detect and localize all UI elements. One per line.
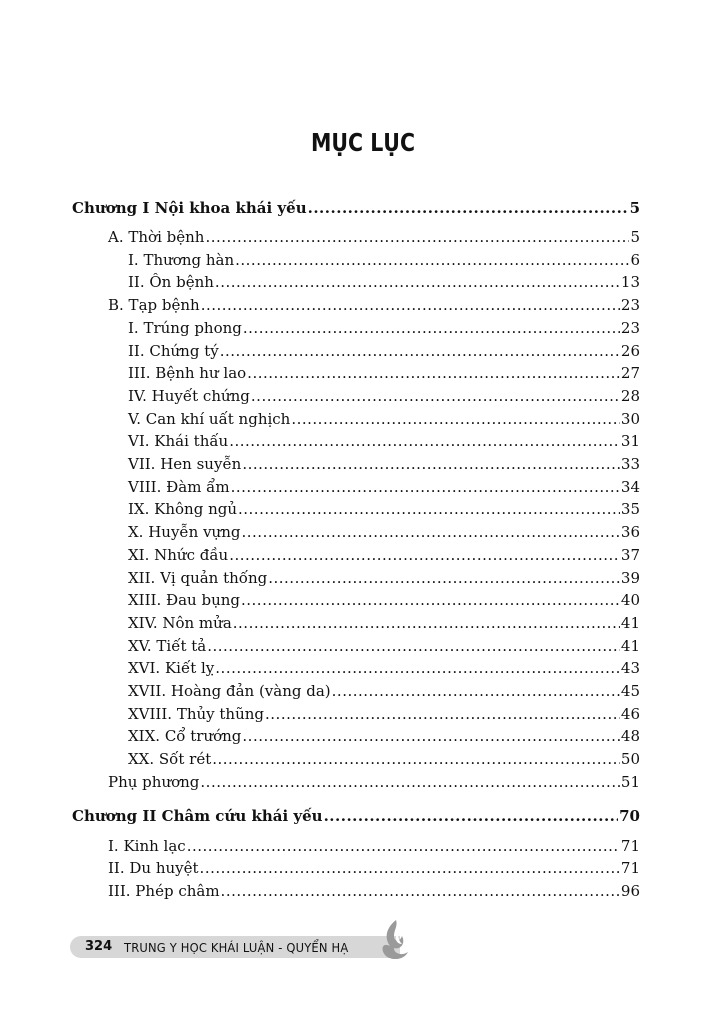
toc-row [108, 295, 640, 315]
footer-book-title: TRUNG Y HỌC KHÁI LUẬN - QUYỂN HẠ [124, 940, 349, 955]
toc-row [128, 545, 640, 565]
footer-page-number: 324 [85, 939, 113, 954]
toc-page-number: 41 [620, 637, 640, 655]
toc-entry-title: XI. Nhức đầu [128, 546, 229, 564]
toc-chapter-row [72, 806, 640, 826]
toc-leader-dots [215, 272, 620, 292]
toc-row [128, 522, 640, 542]
toc-leader-dots [247, 363, 620, 383]
toc-entry-title: VIII. Đàm ẩm [128, 478, 230, 496]
toc-entry-title: VI. Khái thấu [128, 432, 229, 450]
toc-leader-dots [242, 522, 620, 542]
toc-row [128, 431, 640, 451]
toc-entry-title: B. Tạp bệnh [108, 296, 200, 314]
toc-row [128, 704, 640, 724]
toc-row [128, 658, 640, 678]
toc-row [128, 386, 640, 406]
toc-entry-title: Chương II Châm cứu khái yếu [72, 807, 323, 825]
toc-leader-dots [201, 295, 620, 315]
toc-page-number: 31 [620, 432, 640, 450]
toc-leader-dots [187, 836, 620, 856]
toc-entry-title: A. Thời bệnh [108, 228, 205, 246]
toc-entry-title: II. Ôn bệnh [128, 273, 214, 291]
toc-leader-dots [200, 858, 620, 878]
toc-entry-title: XX. Sốt rét [128, 750, 212, 768]
toc-page-number: 36 [620, 523, 640, 541]
toc-entry-title: I. Kinh lạc [108, 837, 186, 855]
toc-leader-dots [238, 499, 620, 519]
toc-row [128, 681, 640, 701]
toc-page-number: 39 [620, 569, 640, 587]
toc-page-number: 50 [620, 750, 640, 768]
toc-leader-dots [205, 227, 629, 247]
toc-row [128, 477, 640, 497]
toc-leader-dots [268, 568, 620, 588]
toc-row [128, 749, 640, 769]
toc-row [128, 726, 640, 746]
toc-page-number: 33 [620, 455, 640, 473]
toc-leader-dots [243, 318, 620, 338]
toc-row [108, 836, 640, 856]
toc-entry-title: Chương I Nội khoa khái yếu [72, 199, 307, 217]
toc-leader-dots [308, 198, 629, 218]
toc-page-number: 46 [620, 705, 640, 723]
toc-entry-title: IV. Huyết chứng [128, 387, 250, 405]
toc-row [128, 636, 640, 656]
toc-page-number: 23 [620, 319, 640, 337]
toc-entry-title: XV. Tiết tả [128, 637, 207, 655]
toc-leader-dots [233, 613, 620, 633]
toc-page-number: 6 [630, 251, 640, 269]
toc-leader-dots [200, 772, 620, 792]
toc-page-number: 41 [620, 614, 640, 632]
toc-leader-dots [332, 681, 620, 701]
toc-row [128, 613, 640, 633]
toc-leader-dots [215, 658, 620, 678]
toc-page-number: 70 [619, 807, 640, 825]
toc-leader-dots [220, 341, 620, 361]
toc-page-number: 96 [620, 882, 640, 900]
toc-leader-dots [207, 636, 620, 656]
toc-entry-title: X. Huyễn vựng [128, 523, 241, 541]
toc-entry-title: VII. Hen suyễn [128, 455, 242, 473]
toc-entry-title: XIV. Nôn mửa [128, 614, 232, 632]
toc-entry-title: XIX. Cổ trướng [128, 727, 242, 745]
toc-leader-dots [231, 477, 620, 497]
toc-row [128, 250, 640, 270]
toc-page-number: 34 [620, 478, 640, 496]
toc-row [128, 341, 640, 361]
toc-row [108, 858, 640, 878]
flame-logo-icon [376, 918, 410, 962]
toc-entry-title: I. Trúng phong [128, 319, 242, 337]
toc-row [128, 409, 640, 429]
toc-row [128, 272, 640, 292]
toc-page-number: 40 [620, 591, 640, 609]
toc-row [128, 590, 640, 610]
toc-page-number: 5 [630, 228, 640, 246]
toc-page-number: 26 [620, 342, 640, 360]
toc-row [108, 227, 640, 247]
toc-entry-title: Phụ phương [108, 773, 200, 791]
toc-row [108, 772, 640, 792]
toc-leader-dots [324, 806, 619, 826]
toc-page-number: 43 [620, 659, 640, 677]
toc-entry-title: III. Phép châm [108, 882, 220, 900]
toc-page-number: 30 [620, 410, 640, 428]
toc-page-number: 23 [620, 296, 640, 314]
toc-leader-dots [229, 545, 620, 565]
toc-leader-dots [212, 749, 620, 769]
toc-entry-title: IX. Không ngủ [128, 500, 237, 518]
toc-row [128, 568, 640, 588]
toc-row [128, 363, 640, 383]
toc-entry-title: XVI. Kiết lỵ [128, 659, 215, 677]
toc-entry-title: XVII. Hoàng đản (vàng da) [128, 682, 331, 700]
toc-leader-dots [221, 881, 620, 901]
toc-entry-title: V. Can khí uất nghịch [128, 410, 291, 428]
toc-page-number: 35 [620, 500, 640, 518]
toc-row [128, 318, 640, 338]
toc-leader-dots [235, 250, 629, 270]
toc-leader-dots [291, 409, 620, 429]
toc-leader-dots [241, 590, 620, 610]
toc-leader-dots [251, 386, 620, 406]
toc-entry-title: I. Thương hàn [128, 251, 235, 269]
toc-entry-title: XVIII. Thủy thũng [128, 705, 265, 723]
toc-page-number: 27 [620, 364, 640, 382]
toc-page-number: 71 [620, 859, 640, 877]
toc-page-number: 51 [620, 773, 640, 791]
toc-page-number: 48 [620, 727, 640, 745]
toc-row [108, 881, 640, 901]
toc-leader-dots [265, 704, 620, 724]
toc-page-number: 28 [620, 387, 640, 405]
toc-page-number: 13 [620, 273, 640, 291]
toc-row [128, 454, 640, 474]
toc-leader-dots [242, 454, 620, 474]
toc-entry-title: XII. Vị quản thống [128, 569, 268, 587]
toc-page-number: 37 [620, 546, 640, 564]
toc-entry-title: XIII. Đau bụng [128, 591, 240, 609]
toc-entry-title: II. Du huyệt [108, 859, 199, 877]
toc-chapter-row [72, 198, 640, 218]
toc-page-number: 71 [620, 837, 640, 855]
page-title: MỤC LỤC [311, 128, 415, 157]
toc-leader-dots [242, 726, 620, 746]
toc-row [128, 499, 640, 519]
toc-leader-dots [229, 431, 620, 451]
toc-entry-title: II. Chứng tý [128, 342, 219, 360]
toc-page-number: 45 [620, 682, 640, 700]
toc-entry-title: III. Bệnh hư lao [128, 364, 247, 382]
toc-page-number: 5 [629, 199, 640, 217]
